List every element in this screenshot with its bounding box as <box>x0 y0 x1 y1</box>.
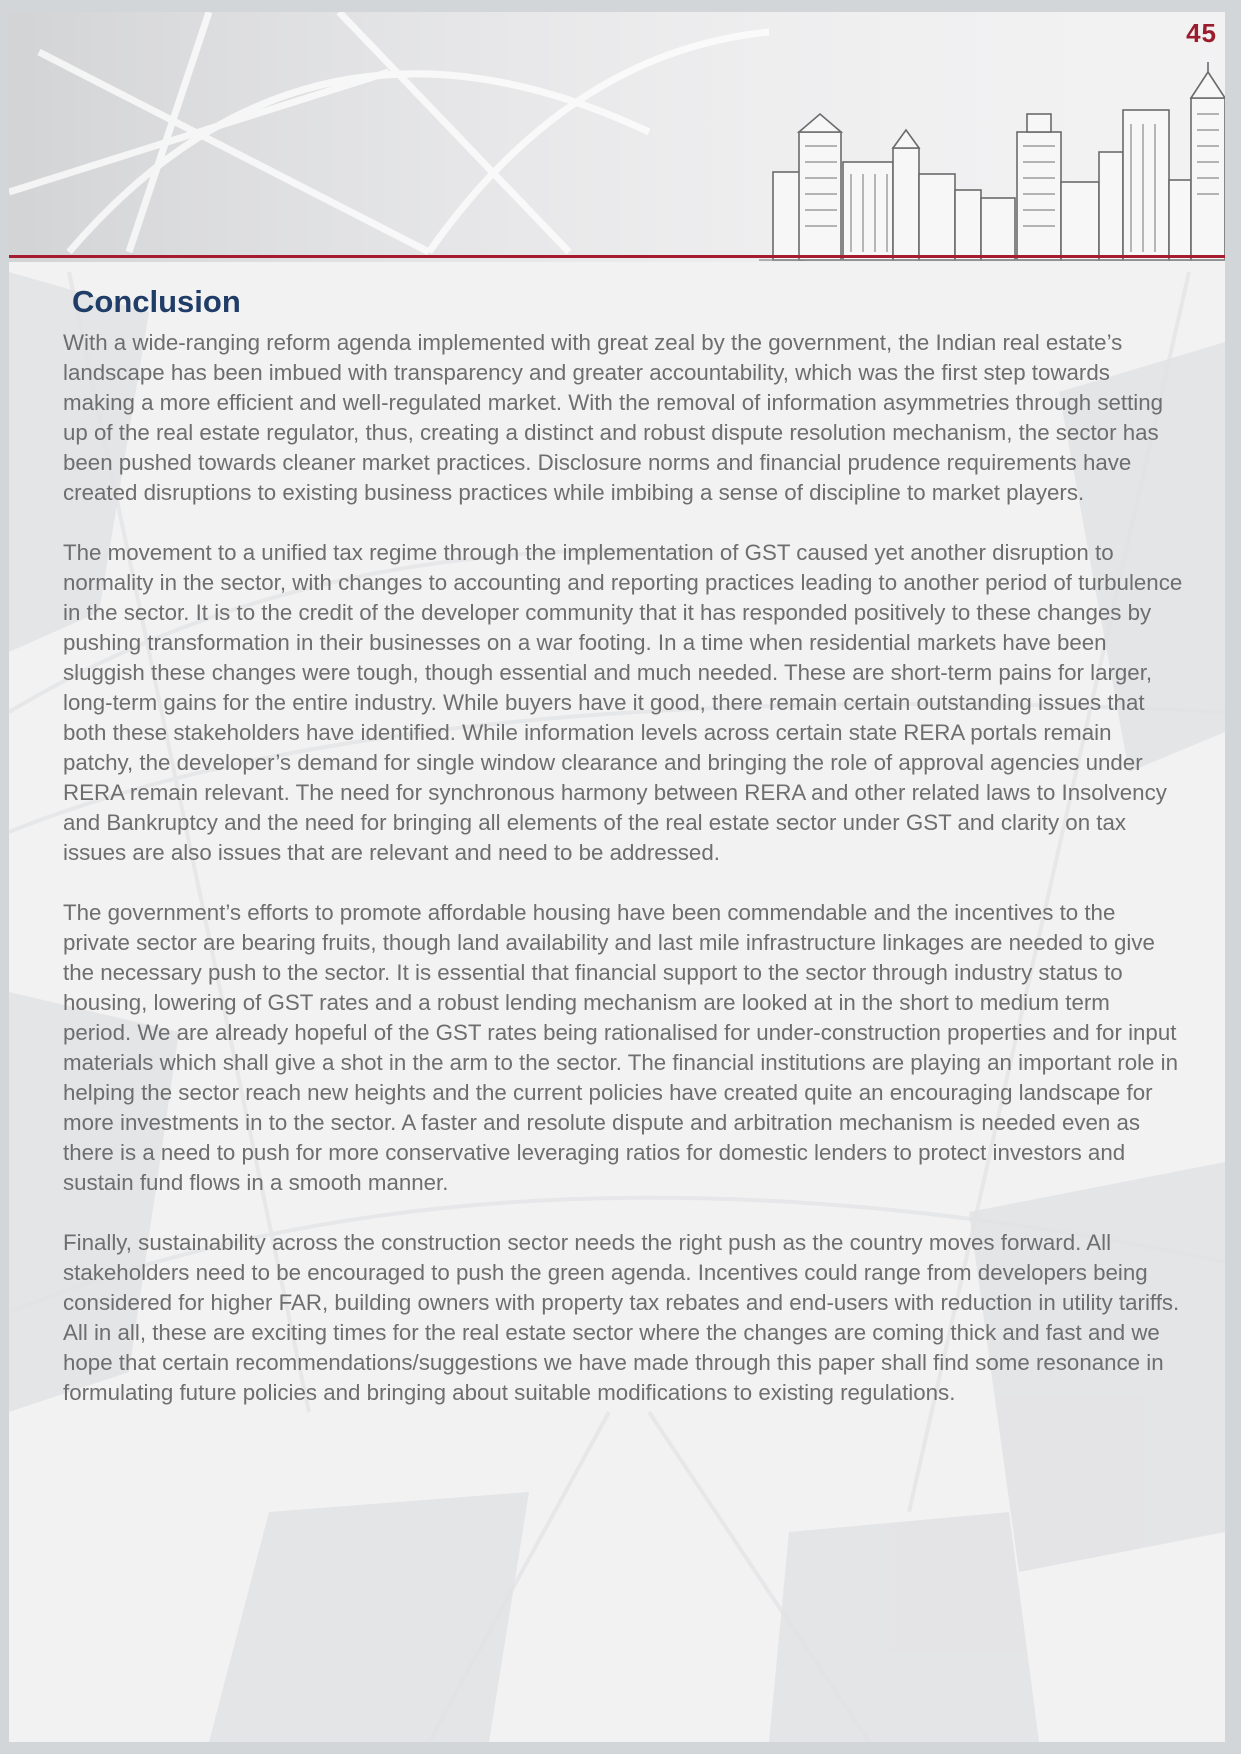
paragraph: With a wide-ranging reform agenda implemented with great zeal by the government, the Indian real estate’s landscape has been imbued with transparency and greater accountability, which was the first step towards making a more efficient and well-regulated market. With the removal of information asymmetries through setting up of the real estate regulator, thus, creating a distinct and robust dispute resolution mechanism, the sector has been pushed towards cleaner market practices. Disclosure norms and financial prudence requirements have created disruptions to existing business practices while imbibing a sense of discipline to market players. <box>63 330 1164 505</box>
paragraph: Finally, sustainability across the construction sector needs the right push as the country moves forward. All stakeholders need to be encouraged to push the green agenda. Incentives could range from developers being considered for higher FAR, building owners with property tax rebates and end-users with reduction in utility tariffs. <box>63 1230 1180 1315</box>
city-skyline-sketch-icon <box>759 62 1225 272</box>
header-divider <box>9 255 1225 258</box>
section-title: Conclusion <box>72 284 241 319</box>
paragraph: The movement to a unified tax regime through the implementation of GST caused yet another disruption to normality in the sector, with changes to accounting and reporting practices leading to another period of turbulence in the sector. It is to the credit of the developer community that it has responded positively to these changes by pushing transformation in their businesses on a war footing. In a time when residential markets have been sluggish these changes were tough, though essential and much needed. These are short-term pains for larger, long-term gains for the entire industry. While buyers have it good, there remain certain outstanding issues that both these stakeholders have identified. While information levels across certain state RERA portals remain patchy, the developer’s demand for single window clearance and bringing the role of approval agencies under RERA remain relevant. The need for synchronous harmony between RERA and other related laws to Insolvency and Bankruptcy and the need for bringing all elements of the real estate sector under GST and clarity on tax issues are also issues that are relevant and need to be addressed. <box>63 540 1183 865</box>
conclusion-section <box>63 282 1183 1408</box>
page-number: 45 <box>1186 18 1217 48</box>
paragraph: All in all, these are exciting times for the real estate sector where the changes are coming thick and fast and we hope that certain recommendations/suggestions we have made through this paper shall find some resonance in formulating future policies and bringing about suitable modifications to existing regulations. <box>63 1320 1164 1405</box>
document-page <box>9 12 1225 1742</box>
paragraph: The government’s efforts to promote affordable housing have been commendable and the incentives to the private sector are bearing fruits, though land availability and last mile infrastructure linkages are needed to give the necessary push to the sector. It is essential that financial support to the sector through industry status to housing, lowering of GST rates and a robust lending mechanism are looked at in the short to medium term period. We are already hopeful of the GST rates being rationalised for under-construction properties and for input materials which shall give a shot in the arm to the sector. The financial institutions are playing an important role in helping the sector reach new heights and the current policies have created quite an encouraging landscape for more investments in to the sector. A faster and resolute dispute and arbitration mechanism is needed even as there is a need to push for more conservative leveraging ratios for domestic lenders to protect investors and sustain fund flows in a smooth manner. <box>63 900 1179 1195</box>
